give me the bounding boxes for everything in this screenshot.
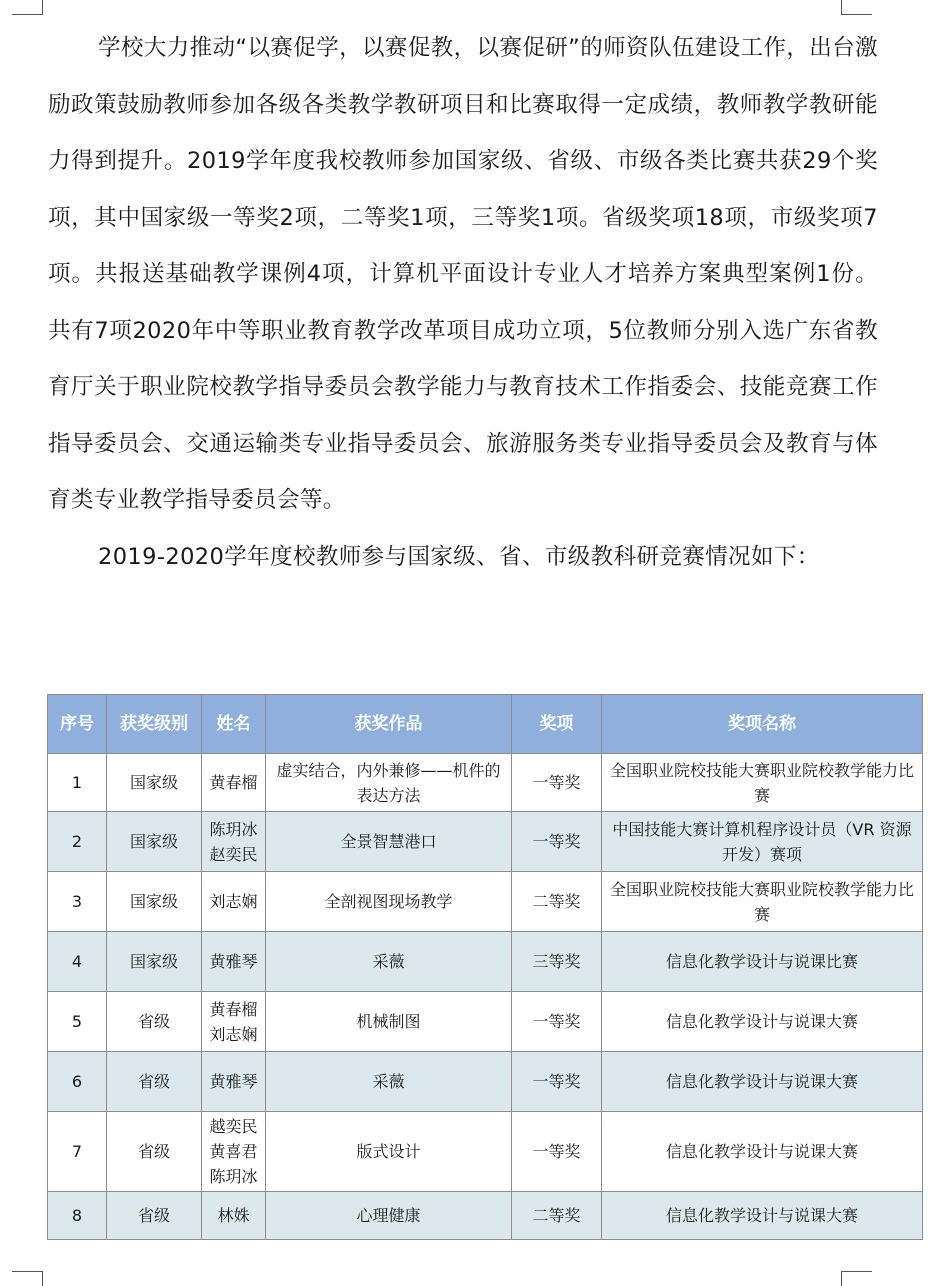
table-row: [48, 872, 923, 932]
cell-name: 黄雅琴: [202, 932, 266, 992]
cell-level: 国家级: [107, 754, 202, 812]
cell-work: 机械制图: [266, 992, 512, 1052]
cell-award-title: 信息化教学设计与说课大赛: [602, 1112, 923, 1192]
header-name: 姓名: [202, 695, 266, 754]
header-award-title: 奖项名称: [602, 695, 923, 754]
cell-work: 全景智慧港口: [266, 812, 512, 872]
cell-work: 采薇: [266, 1052, 512, 1112]
cell-work: 全剖视图现场教学: [266, 872, 512, 932]
table-header-row: [48, 695, 923, 754]
cell-award-title: 信息化教学设计与说课大赛: [602, 1192, 923, 1240]
crop-mark-bottom-right: [841, 1271, 872, 1286]
table-intro-paragraph: 2019-2020学年度校教师参与国家级、省、市级教科研竞赛情况如下：: [98, 543, 820, 570]
header-award: 奖项: [512, 695, 602, 754]
cell-work: 版式设计: [266, 1112, 512, 1192]
table-row: [48, 992, 923, 1052]
cell-award-title: 中国技能大赛计算机程序设计员（VR 资源开发）赛项: [602, 812, 923, 872]
table-row: [48, 812, 923, 872]
cell-name: 陈玥冰 赵奕民: [202, 812, 266, 872]
cell-award-title: 信息化教学设计与说课大赛: [602, 992, 923, 1052]
cell-level: 国家级: [107, 812, 202, 872]
cell-level: 国家级: [107, 872, 202, 932]
cell-work: 心理健康: [266, 1192, 512, 1240]
table-row: [48, 1052, 923, 1112]
cell-level: 省级: [107, 1192, 202, 1240]
cell-work: 采薇: [266, 932, 512, 992]
cell-index: 6: [48, 1052, 107, 1112]
cell-index: 1: [48, 754, 107, 812]
cell-award-title: 信息化教学设计与说课大赛: [602, 1052, 923, 1112]
cell-name: 越奕民 黄喜君 陈玥冰: [202, 1112, 266, 1192]
cell-index: 7: [48, 1112, 107, 1192]
table-row: [48, 754, 923, 812]
crop-mark-top-left: [12, 0, 43, 15]
cell-level: 省级: [107, 1052, 202, 1112]
cell-award: 一等奖: [512, 992, 602, 1052]
cell-name: 林姝: [202, 1192, 266, 1240]
cell-name: 刘志娴: [202, 872, 266, 932]
cell-award: 二等奖: [512, 1192, 602, 1240]
crop-mark-top-right: [841, 0, 872, 15]
cell-award: 二等奖: [512, 872, 602, 932]
cell-index: 8: [48, 1192, 107, 1240]
cell-award: 一等奖: [512, 1112, 602, 1192]
document-body: [48, 20, 878, 585]
header-level: 获奖级别: [107, 695, 202, 754]
cell-index: 4: [48, 932, 107, 992]
table-row: [48, 1192, 923, 1240]
table-row: [48, 932, 923, 992]
cell-index: 5: [48, 992, 107, 1052]
cell-award-title: 全国职业院校技能大赛职业院校教学能力比赛: [602, 872, 923, 932]
cell-name: 黄雅琴: [202, 1052, 266, 1112]
cell-work: 虚实结合，内外兼修——机件的表达方法: [266, 754, 512, 812]
table-row: [48, 1112, 923, 1192]
header-work: 获奖作品: [266, 695, 512, 754]
cell-index: 3: [48, 872, 107, 932]
cell-name: 黄春榴 刘志娴: [202, 992, 266, 1052]
awards-table: [47, 694, 923, 1240]
cell-award: 一等奖: [512, 812, 602, 872]
crop-mark-bottom-left: [12, 1271, 43, 1286]
cell-award: 三等奖: [512, 932, 602, 992]
cell-index: 2: [48, 812, 107, 872]
cell-award: 一等奖: [512, 1052, 602, 1112]
intro-paragraph: 学校大力推动“以赛促学，以赛促教，以赛促研”的师资队伍建设工作，出台激励政策鼓励教师参加各级各类教学教研项目和比赛取得一定成绩，教师教学教研能力得到提升。2019学年度我校教师参加国家级、省级、市级各类比赛共获29个奖项，其中国家级一等奖2项，二等奖1项，三等奖1项。省级奖项18项，市级奖项7项。共报送基础教学课例4项，计算机平面设计专业人才培养方案典型案例1份。共有7项2020年中等职业教育教学改革项目成功立项，5位教师分别入选广东省教育厅关于职业院校教学指导委员会教学能力与教育技术工作指委会、技能竞赛工作指导委员会、交通运输类专业指导委员会、旅游服务类专业指导委员会及教育与体育类专业教学指导委员会等。: [48, 35, 878, 513]
cell-name: 黄春榴: [202, 754, 266, 812]
cell-award: 一等奖: [512, 754, 602, 812]
cell-level: 国家级: [107, 932, 202, 992]
header-index: 序号: [48, 695, 107, 754]
cell-award-title: 全国职业院校技能大赛职业院校教学能力比赛: [602, 754, 923, 812]
cell-level: 省级: [107, 1112, 202, 1192]
cell-level: 省级: [107, 992, 202, 1052]
cell-award-title: 信息化教学设计与说课比赛: [602, 932, 923, 992]
